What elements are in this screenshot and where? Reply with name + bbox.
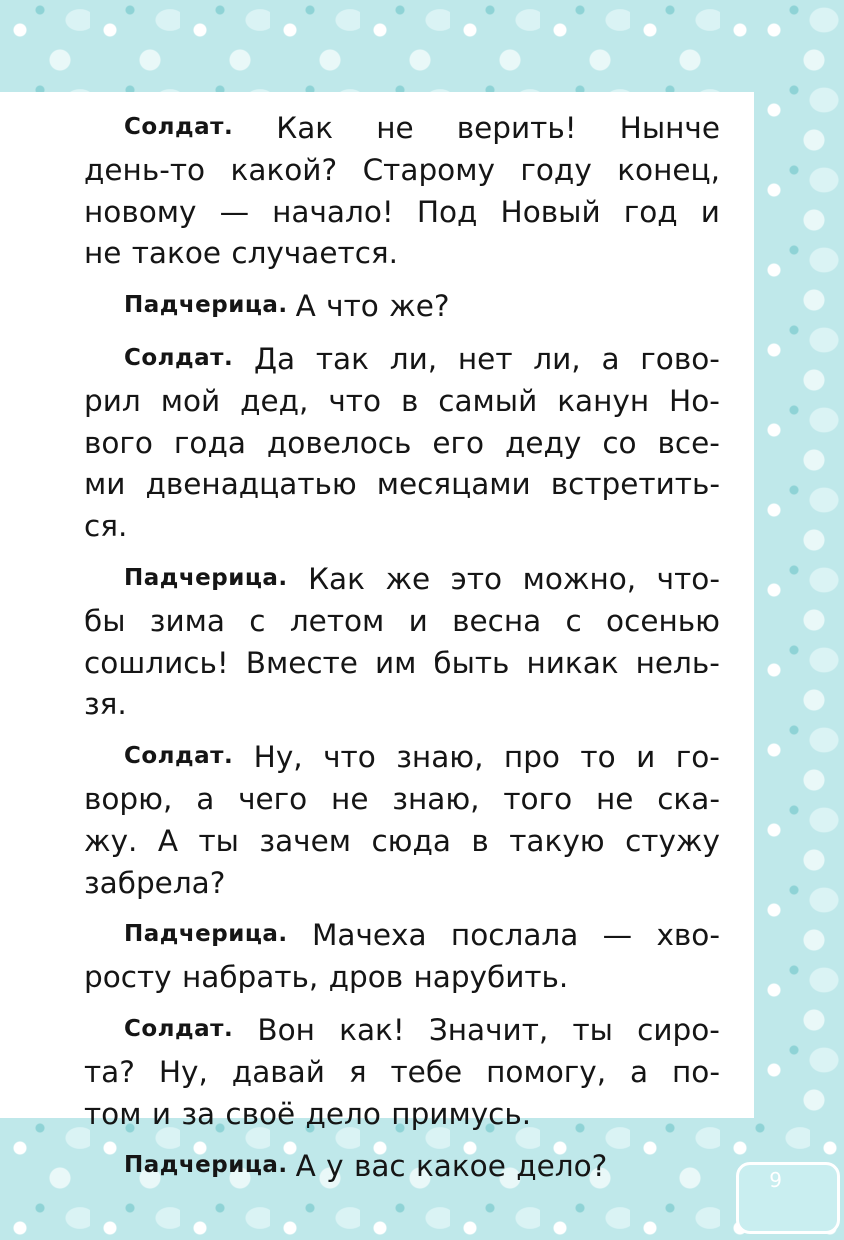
word: А	[295, 289, 316, 324]
word: Как	[276, 111, 334, 145]
word: верить!	[456, 111, 577, 145]
word: же?	[389, 289, 450, 324]
speaker-name: Солдат.	[124, 743, 234, 770]
text-line	[84, 559, 720, 601]
word: вас	[353, 1149, 406, 1184]
word: мой	[160, 383, 221, 418]
word: год	[623, 194, 678, 229]
word: за	[181, 1096, 216, 1131]
word: канун	[557, 383, 650, 418]
word: своё	[225, 1096, 296, 1131]
dialogue-text	[84, 108, 720, 1188]
text-line	[84, 601, 720, 643]
text-line	[84, 423, 720, 465]
word: сюда	[371, 823, 451, 858]
word: с	[565, 603, 582, 638]
word: что	[326, 289, 379, 324]
text-line	[84, 339, 720, 381]
word: такую	[509, 823, 605, 858]
word: ли,	[533, 341, 581, 376]
word: забрела?	[84, 865, 226, 900]
word: Старому	[362, 152, 495, 187]
text-line	[84, 643, 720, 685]
word: не	[331, 781, 369, 816]
dialogue-entry	[84, 286, 720, 328]
word: самый	[438, 383, 538, 418]
word: то	[580, 740, 616, 775]
word: какое	[415, 1149, 506, 1184]
word: все-	[657, 425, 720, 460]
word: не	[84, 236, 122, 271]
word: того	[503, 781, 573, 816]
word: Как	[308, 561, 365, 596]
ornament-border-right	[754, 0, 844, 1240]
speaker-name: Падчерица.	[124, 292, 288, 319]
word: весна	[452, 603, 542, 638]
text-line	[84, 192, 720, 234]
word: я	[348, 1054, 367, 1089]
text-line	[84, 684, 720, 726]
word: Значит,	[428, 1012, 549, 1047]
word: чего	[238, 781, 308, 816]
word: Ну,	[158, 1054, 208, 1089]
word: нарубить.	[413, 960, 569, 995]
word: набрать,	[181, 960, 319, 995]
word: Мачеха	[311, 918, 427, 953]
word: —	[219, 194, 250, 229]
word: что-	[656, 561, 720, 596]
dialogue-entry	[84, 1010, 720, 1135]
word: быть	[433, 645, 510, 680]
word: знаю,	[396, 740, 484, 775]
word: такое	[131, 236, 222, 271]
word: какой?	[230, 152, 338, 187]
word: двенадцатью	[145, 467, 357, 502]
speaker-name: Падчерица.	[124, 1152, 288, 1179]
word: можно,	[522, 561, 637, 596]
word: что	[328, 383, 382, 418]
word: ворю,	[84, 781, 173, 816]
dialogue-entry	[84, 1146, 720, 1188]
word: Вон	[257, 1012, 315, 1047]
word: и	[700, 194, 720, 229]
word: дело?	[516, 1149, 608, 1184]
word: с	[249, 603, 266, 638]
word: нет	[457, 341, 513, 376]
word: года	[173, 425, 246, 460]
word: Новый	[500, 194, 601, 229]
word: знаю,	[392, 781, 480, 816]
speaker-name: Падчерица.	[124, 921, 288, 948]
speaker-name: Солдат.	[124, 114, 234, 140]
speaker-name: Солдат.	[124, 344, 234, 371]
word: деду	[504, 425, 582, 460]
word: примусь.	[391, 1096, 532, 1131]
text-line	[84, 779, 720, 821]
word: летом	[289, 603, 385, 638]
word: та?	[84, 1054, 135, 1089]
word: что	[323, 740, 376, 775]
text-line	[84, 1052, 720, 1094]
word: росту	[84, 960, 172, 995]
word: по-	[672, 1054, 720, 1089]
word: а	[601, 341, 620, 376]
word: начало!	[272, 194, 394, 229]
ornament-border-top	[0, 0, 844, 92]
word: гово-	[640, 341, 720, 376]
word: послала	[450, 918, 579, 953]
word: и	[636, 740, 656, 775]
text-line	[84, 150, 720, 192]
word: дед,	[240, 383, 309, 418]
word: его	[432, 425, 485, 460]
word: хво-	[656, 918, 720, 953]
page-number: 9	[769, 1168, 782, 1192]
word: зачем	[259, 823, 352, 858]
word: дров	[328, 960, 404, 995]
text-line	[84, 506, 720, 548]
dialogue-entry	[84, 339, 720, 548]
word: и	[408, 603, 428, 638]
word: бы	[84, 603, 126, 638]
word: зима	[149, 603, 225, 638]
word: году	[520, 152, 592, 187]
word: как!	[339, 1012, 405, 1047]
word: ли,	[389, 341, 438, 376]
page-number-badge	[736, 1162, 840, 1234]
word: А	[295, 1149, 316, 1184]
word: зя.	[84, 687, 127, 722]
word: месяцами	[376, 467, 531, 502]
text-line	[84, 286, 720, 328]
word: го-	[675, 740, 720, 775]
word: ты	[198, 823, 239, 858]
text-line	[84, 821, 720, 863]
speaker-name: Падчерица.	[124, 564, 288, 591]
text-line	[84, 863, 720, 905]
text-line	[84, 381, 720, 423]
word: вого	[84, 425, 153, 460]
word: нель-	[635, 645, 720, 680]
word: давай	[231, 1054, 325, 1089]
text-line	[84, 737, 720, 779]
word: ся.	[84, 509, 128, 544]
text-line	[84, 915, 720, 957]
word: рил	[84, 383, 141, 418]
word: ми	[84, 467, 126, 502]
text-line	[84, 1094, 720, 1136]
text-line	[84, 957, 720, 999]
dialogue-entry	[84, 915, 720, 999]
word: А	[157, 823, 179, 858]
word: тебе	[390, 1054, 463, 1089]
word: а	[630, 1054, 649, 1089]
word: случается.	[231, 236, 399, 271]
word: день-то	[84, 152, 206, 187]
word: жу.	[84, 823, 138, 858]
word: ты	[572, 1012, 613, 1047]
dialogue-entry	[84, 737, 720, 904]
word: —	[602, 918, 633, 953]
word: помогу,	[486, 1054, 607, 1089]
word: в	[471, 823, 489, 858]
word: довелось	[266, 425, 412, 460]
word: не	[595, 781, 634, 816]
word: а	[196, 781, 215, 816]
word: у	[326, 1149, 344, 1184]
word: Вместе	[245, 645, 358, 680]
text-line	[84, 464, 720, 506]
word: дело	[305, 1096, 381, 1131]
word: и	[151, 1096, 171, 1131]
word: это	[450, 561, 503, 596]
word: Но-	[669, 383, 720, 418]
word: ска-	[657, 781, 720, 816]
word: Да	[253, 341, 296, 376]
word: осенью	[606, 603, 720, 638]
word: Ну,	[253, 740, 303, 775]
word: же	[385, 561, 431, 596]
word: со	[602, 425, 637, 460]
word: встретить-	[550, 467, 720, 502]
dialogue-entry	[84, 559, 720, 726]
word: им	[374, 645, 417, 680]
word: сиро-	[637, 1012, 720, 1047]
text-line	[84, 108, 720, 150]
text-line	[84, 1146, 720, 1188]
word: стужу	[625, 823, 720, 858]
word: про	[503, 740, 560, 775]
text-line	[84, 233, 720, 275]
word: сошлись!	[84, 645, 229, 680]
word: Нынче	[619, 111, 720, 145]
speaker-name: Солдат.	[124, 1015, 234, 1042]
word: Под	[416, 194, 478, 229]
word: в	[400, 383, 419, 418]
word: новому	[84, 194, 197, 229]
word: никак	[526, 645, 619, 680]
dialogue-entry	[84, 108, 720, 275]
word: конец,	[617, 152, 720, 187]
word: не	[376, 111, 414, 145]
text-line	[84, 1010, 720, 1052]
word: том	[84, 1096, 142, 1131]
word: так	[315, 341, 369, 376]
